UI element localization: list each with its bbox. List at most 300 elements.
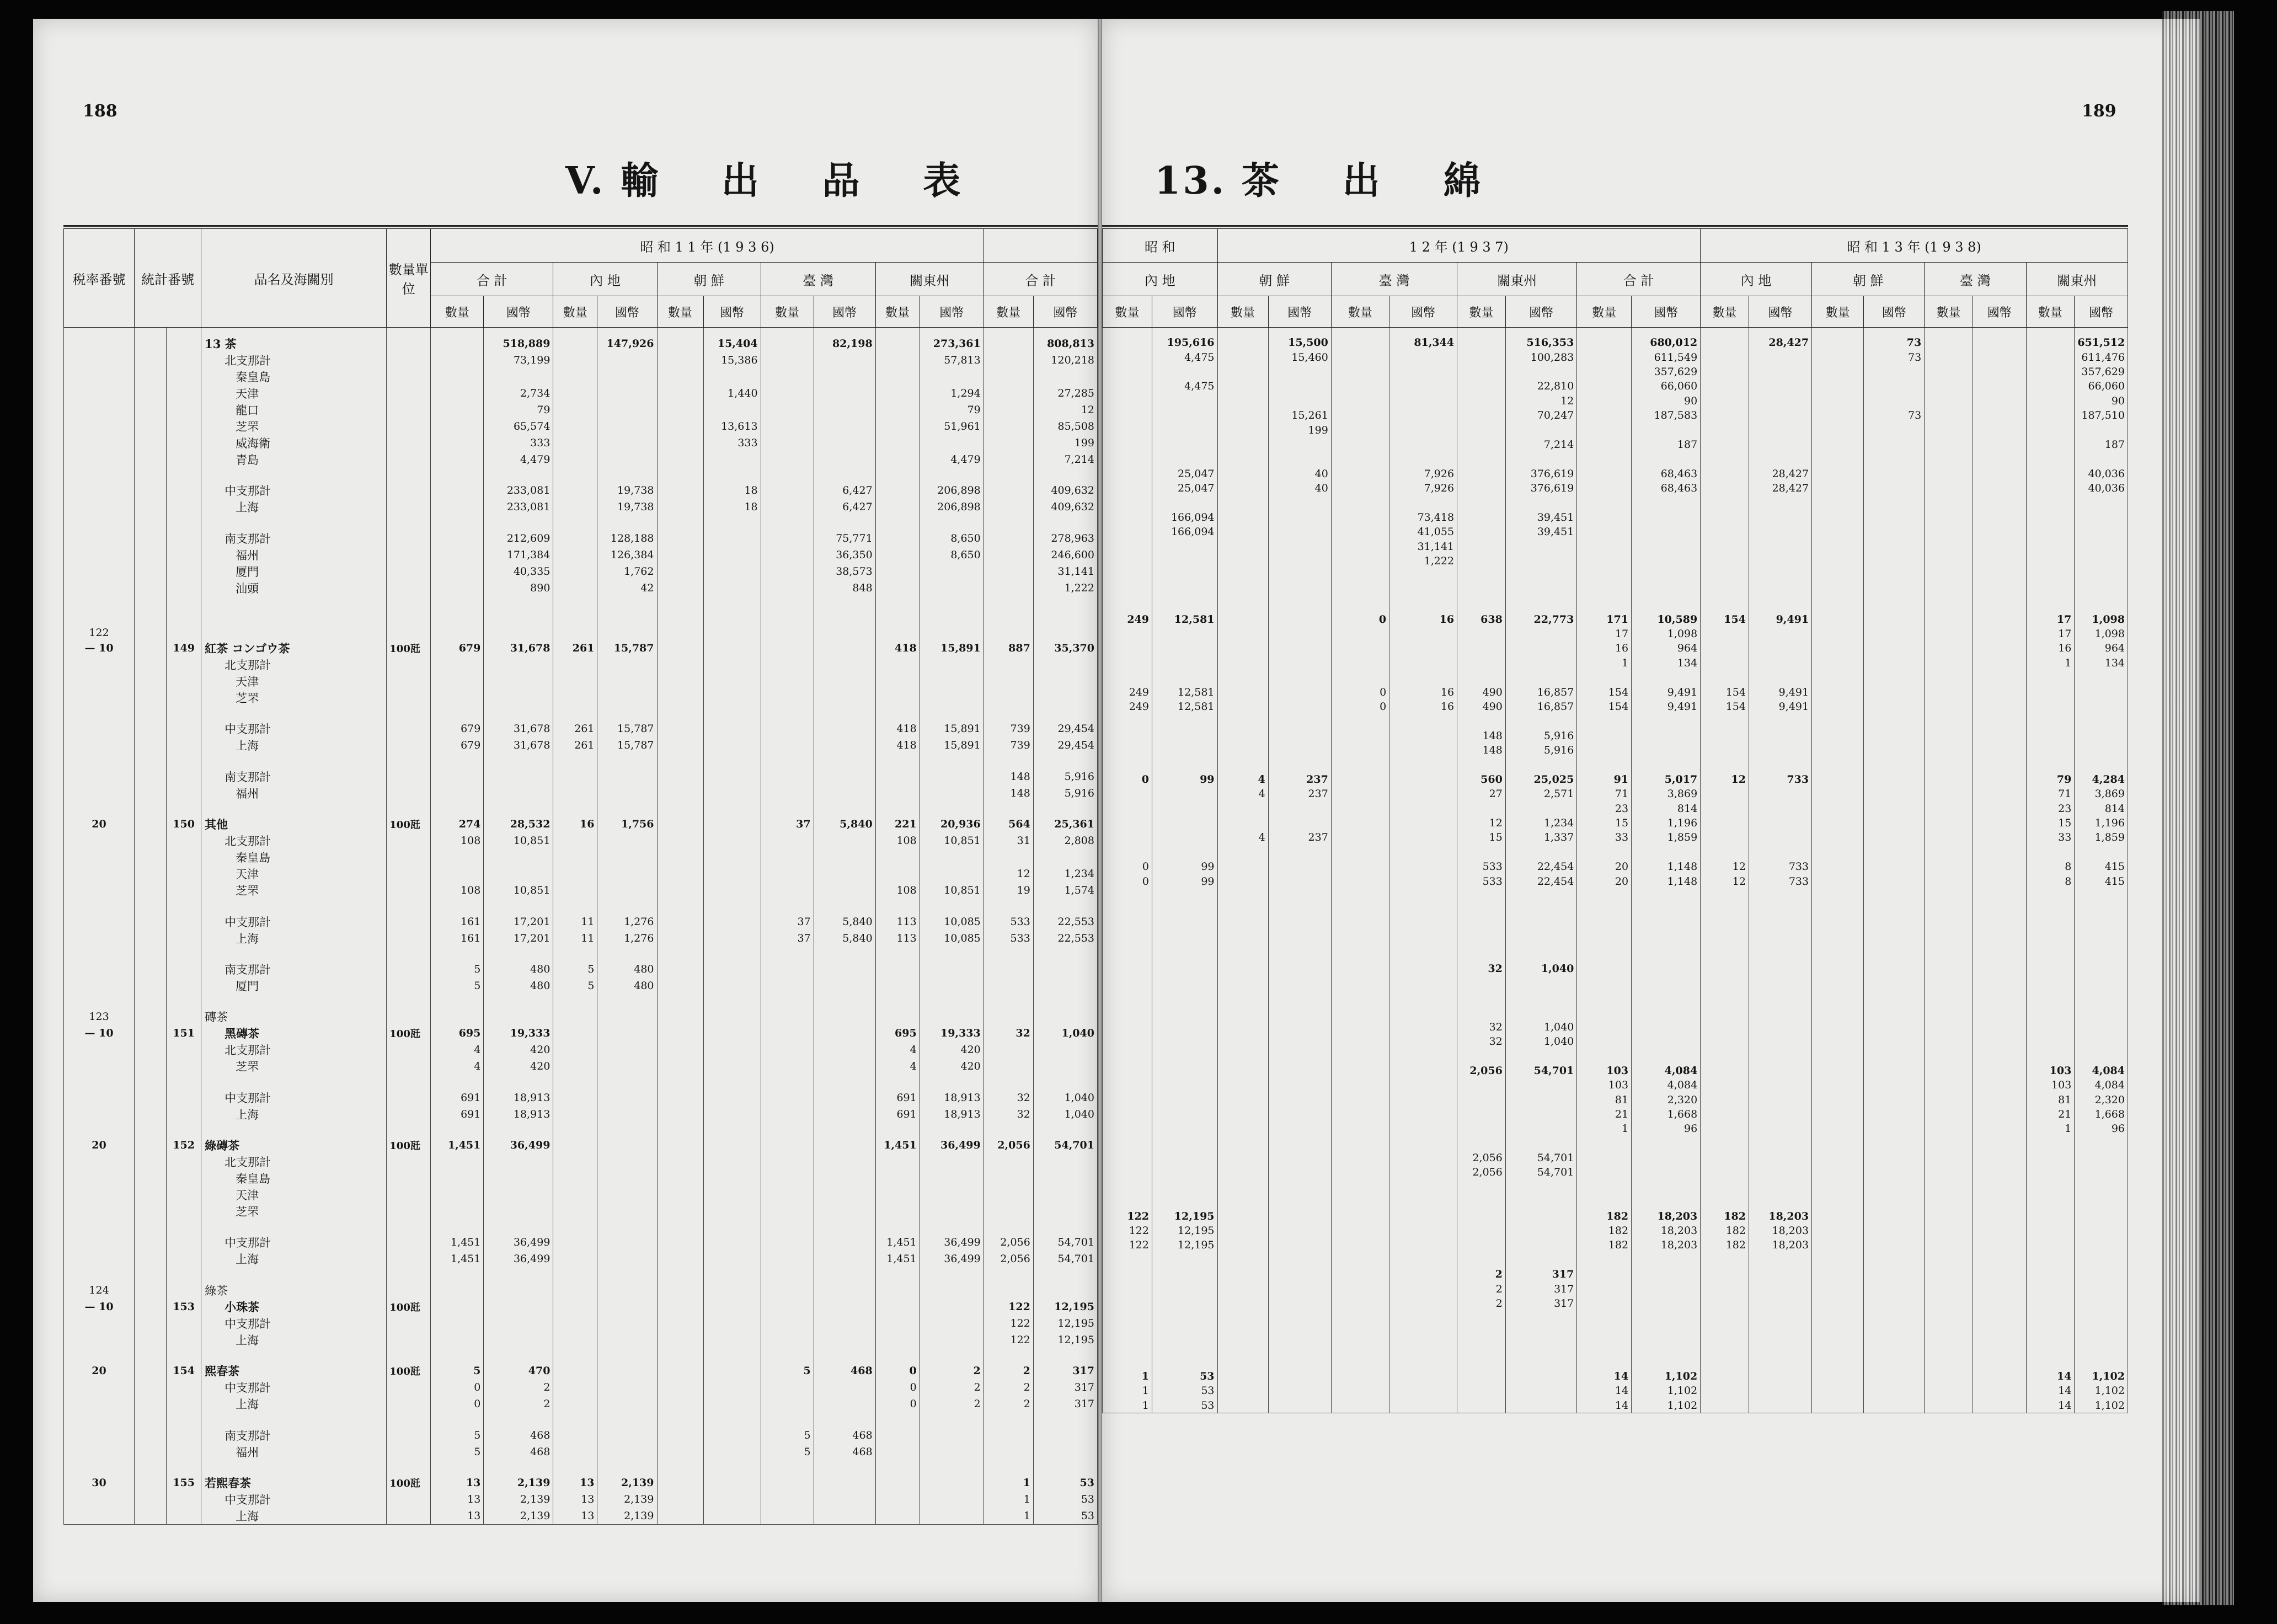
quantity-cell	[431, 352, 484, 368]
value-cell: 1,234	[1505, 816, 1576, 830]
value-cell	[1268, 1078, 1331, 1092]
spacer-cell	[167, 899, 201, 913]
value-cell	[1152, 1194, 1217, 1209]
quantity-cell	[984, 961, 1033, 977]
stat-no-cell	[167, 626, 201, 640]
quantity-cell: 103	[1577, 1078, 1632, 1092]
value-cell	[1864, 874, 1925, 888]
quantity-cell	[431, 656, 484, 673]
value-cell	[1505, 597, 1576, 612]
tax-no-cell	[64, 418, 135, 435]
quantity-cell	[2026, 437, 2075, 452]
quantity-cell	[1812, 976, 1864, 990]
value-cell: 199	[1268, 423, 1331, 437]
quantity-cell	[1577, 394, 1632, 408]
spacer-cell	[1925, 452, 1973, 466]
quantity-cell: 739	[984, 720, 1033, 737]
value-cell	[1864, 597, 1925, 612]
spacer-cell	[2026, 568, 2075, 583]
tax-no-cell	[64, 656, 135, 673]
value-cell: 15,386	[703, 352, 761, 368]
quantity-cell	[1103, 379, 1152, 393]
unit-cell	[387, 547, 431, 563]
spacer-cell	[1925, 583, 1973, 597]
quantity-cell	[1925, 1092, 1973, 1107]
spacer-cell	[64, 947, 135, 961]
value-cell: 120,218	[1033, 352, 1097, 368]
quantity-cell	[1103, 787, 1152, 801]
unit-cell	[387, 1396, 431, 1412]
spacer-cell	[814, 1460, 875, 1475]
spacer-cell	[135, 994, 167, 1008]
spacer-cell	[657, 1460, 703, 1475]
spacer-cell	[657, 1220, 703, 1234]
quantity-cell: 1	[1577, 1121, 1632, 1136]
quantity-cell	[553, 1170, 597, 1187]
quantity-cell	[761, 866, 814, 882]
value-cell	[1973, 1296, 2026, 1311]
spacer-cell	[1103, 495, 1152, 510]
item-name-cell: 厦門	[201, 563, 387, 580]
quantity-cell	[553, 547, 597, 563]
spacer-cell	[875, 515, 920, 530]
spacer-cell	[1505, 583, 1576, 597]
spacer-cell	[1701, 757, 1749, 772]
quantity-cell	[875, 385, 920, 402]
spacer-cell	[1701, 1180, 1749, 1194]
value-cell	[703, 402, 761, 418]
value-cell: 733	[1749, 859, 1811, 874]
quantity-cell	[1331, 1224, 1389, 1238]
value-cell	[1864, 1224, 1925, 1238]
table-row	[1103, 903, 2128, 917]
value-cell	[484, 866, 553, 882]
quantity-cell: 71	[1577, 787, 1632, 801]
value-cell	[1505, 365, 1576, 379]
spacer-cell	[1632, 845, 1701, 859]
quantity-cell: 1,451	[875, 1137, 920, 1153]
quantity-cell	[431, 499, 484, 515]
value-cell	[1973, 787, 2026, 801]
spacer-cell	[761, 1123, 814, 1137]
spacer-cell	[1701, 1253, 1749, 1267]
value-cell	[1268, 947, 1331, 961]
spacer-cell	[814, 1412, 875, 1427]
spacer-cell	[201, 994, 387, 1008]
quantity-cell	[1812, 1296, 1864, 1311]
value-cell: 409,632	[1033, 499, 1097, 515]
value-cell	[1973, 947, 2026, 961]
quantity-cell	[1812, 641, 1864, 655]
spacer-cell	[920, 596, 984, 611]
spacer-cell	[920, 899, 984, 913]
stat-dash-cell	[135, 977, 167, 994]
stat-dash-cell	[135, 1025, 167, 1041]
value-cell: 53	[1033, 1508, 1097, 1525]
spacer-cell	[814, 611, 875, 625]
value-cell: 96	[2075, 1121, 2128, 1136]
quantity-cell	[1217, 1121, 1268, 1136]
quantity-cell	[1103, 1326, 1152, 1340]
stat-dash-cell	[135, 1089, 167, 1106]
stat-no-cell	[167, 882, 201, 899]
quantity-cell	[875, 1332, 920, 1348]
value-cell	[1632, 1151, 1701, 1165]
value-cell: 206,898	[920, 499, 984, 515]
quantity-cell	[1217, 991, 1268, 1005]
quantity-cell	[1812, 437, 1864, 452]
quantity-cell	[1577, 467, 1632, 481]
spacer-cell	[597, 706, 657, 720]
value-cell: 2,320	[2075, 1092, 2128, 1107]
value-cell: 68,463	[1632, 467, 1701, 481]
value-cell	[1749, 641, 1811, 655]
quantity-cell	[1103, 328, 1152, 350]
value-cell	[1632, 554, 1701, 568]
quantity-cell	[1103, 365, 1152, 379]
value-cell	[484, 656, 553, 673]
value-cell	[1505, 656, 1576, 670]
quantity-cell	[1217, 802, 1268, 816]
spacer-cell	[1152, 568, 1217, 583]
quantity-cell	[1701, 467, 1749, 481]
quantity-cell	[761, 1008, 814, 1025]
quantity-cell	[1925, 1151, 1973, 1165]
spacer-cell	[1103, 845, 1152, 859]
spacer-cell	[703, 596, 761, 611]
stat-dash-cell	[135, 580, 167, 596]
value-cell	[814, 451, 875, 468]
quantity-cell	[984, 435, 1033, 451]
value-cell	[597, 1396, 657, 1412]
spacer-cell	[657, 899, 703, 913]
table-row	[64, 611, 1098, 625]
value-cell	[1749, 947, 1811, 961]
item-name-cell: 芝罘	[201, 1058, 387, 1075]
stat-no-cell	[167, 1187, 201, 1203]
header-val: 國幣	[814, 296, 875, 328]
quantity-cell	[1577, 961, 1632, 976]
spacer-cell	[2075, 1253, 2128, 1267]
value-cell	[484, 1153, 553, 1170]
value-cell	[1152, 1340, 1217, 1354]
quantity-cell	[1103, 1064, 1152, 1078]
spacer-cell	[597, 1460, 657, 1475]
spacer-cell	[387, 611, 431, 625]
value-cell: 317	[1505, 1267, 1576, 1281]
quantity-cell	[553, 1427, 597, 1444]
value-cell: 12,195	[1152, 1238, 1217, 1252]
value-cell	[1864, 961, 1925, 976]
spacer-cell	[64, 754, 135, 768]
stat-dash-cell	[135, 930, 167, 947]
spacer-cell	[1505, 1049, 1576, 1063]
spacer-cell	[1812, 1253, 1864, 1267]
value-cell: 128,188	[597, 530, 657, 547]
spacer-cell	[553, 596, 597, 611]
quantity-cell: 13	[553, 1491, 597, 1508]
quantity-cell	[431, 673, 484, 690]
table-row	[1103, 379, 2128, 393]
quantity-cell	[1701, 423, 1749, 437]
spacer-cell	[1268, 889, 1331, 903]
spacer-cell	[553, 1460, 597, 1475]
value-cell: 2,734	[484, 385, 553, 402]
value-cell: 808,813	[1033, 328, 1097, 352]
tax-no-cell	[64, 1106, 135, 1123]
value-cell	[920, 1332, 984, 1348]
spacer-cell	[1577, 845, 1632, 859]
quantity-cell: 0	[1103, 772, 1152, 787]
spacer-cell	[1268, 452, 1331, 466]
stat-no-cell	[167, 1508, 201, 1525]
value-cell	[597, 1427, 657, 1444]
quantity-cell	[1331, 481, 1389, 495]
quantity-cell	[553, 626, 597, 640]
value-cell: 53	[1033, 1475, 1097, 1491]
spacer-cell	[167, 802, 201, 816]
table-row	[64, 754, 1098, 768]
quantity-cell	[1701, 743, 1749, 757]
value-cell	[1749, 1383, 1811, 1398]
value-cell	[1973, 1092, 2026, 1107]
unit-cell	[387, 482, 431, 499]
value-cell: 848	[814, 580, 875, 596]
quantity-cell	[984, 482, 1033, 499]
value-cell	[1268, 612, 1331, 626]
quantity-cell	[1812, 365, 1864, 379]
quantity-cell	[984, 368, 1033, 385]
quantity-cell: 122	[984, 1299, 1033, 1315]
table-row	[64, 402, 1098, 418]
quantity-cell	[1812, 1209, 1864, 1223]
value-cell	[2075, 554, 2128, 568]
value-cell: 733	[1749, 874, 1811, 888]
tax-no-cell	[64, 530, 135, 547]
header-val: 國幣	[1152, 296, 1217, 328]
spacer-cell	[484, 1460, 553, 1475]
spacer-cell	[1749, 568, 1811, 583]
value-cell	[814, 402, 875, 418]
value-cell	[484, 1299, 553, 1315]
value-cell: 12,581	[1152, 699, 1217, 714]
value-cell	[1389, 743, 1457, 757]
quantity-cell	[761, 961, 814, 977]
value-cell	[1864, 918, 1925, 932]
value-cell	[1749, 1326, 1811, 1340]
table-row	[64, 596, 1098, 611]
quantity-cell: 182	[1701, 1224, 1749, 1238]
table-row	[1103, 1151, 2128, 1165]
quantity-cell	[1103, 830, 1152, 845]
spacer-cell	[1925, 1005, 1973, 1019]
spacer-cell	[64, 1348, 135, 1363]
quantity-cell	[1925, 612, 1973, 626]
table-row	[64, 977, 1098, 994]
quantity-cell	[1925, 802, 1973, 816]
unit-cell: 100瓩	[387, 1137, 431, 1153]
spacer-cell	[2026, 845, 2075, 859]
spacer-cell	[920, 1123, 984, 1137]
quantity-cell	[2026, 1296, 2075, 1311]
value-cell	[1268, 379, 1331, 393]
spacer-cell	[1577, 714, 1632, 728]
quantity-cell: 16	[1577, 641, 1632, 655]
value-cell: 1,148	[1632, 874, 1701, 888]
value-cell	[597, 368, 657, 385]
value-cell	[1749, 627, 1811, 641]
unit-cell	[387, 530, 431, 547]
spacer-cell	[387, 802, 431, 816]
spacer-cell	[201, 596, 387, 611]
value-cell	[1268, 1121, 1331, 1136]
quantity-cell	[1331, 394, 1389, 408]
value-cell	[1505, 976, 1576, 990]
value-cell: 54,701	[1033, 1234, 1097, 1251]
quantity-cell	[1457, 976, 1506, 990]
spacer-cell	[703, 515, 761, 530]
quantity-cell	[984, 626, 1033, 640]
quantity-cell	[1103, 961, 1152, 976]
table-row	[1103, 1194, 2128, 1209]
spacer-cell	[1457, 670, 1506, 685]
spacer-cell	[1268, 495, 1331, 510]
quantity-cell	[984, 547, 1033, 563]
quantity-cell	[431, 768, 484, 785]
quantity-cell: 12	[1701, 772, 1749, 787]
stat-no-cell	[167, 690, 201, 706]
quantity-cell	[1103, 802, 1152, 816]
spacer-cell	[1632, 932, 1701, 947]
spacer-cell	[1152, 1354, 1217, 1369]
quantity-cell	[1925, 467, 1973, 481]
table-row	[64, 1332, 1098, 1348]
value-cell	[1268, 874, 1331, 888]
value-cell	[1389, 918, 1457, 932]
spacer-cell	[387, 754, 431, 768]
value-cell: 2	[484, 1396, 553, 1412]
spacer-cell	[387, 515, 431, 530]
value-cell	[920, 866, 984, 882]
quantity-cell	[875, 1299, 920, 1315]
quantity-cell	[761, 1041, 814, 1058]
quantity-cell	[657, 1363, 703, 1379]
spacer-cell	[1812, 1049, 1864, 1063]
quantity-cell	[657, 385, 703, 402]
stat-dash-cell	[135, 547, 167, 563]
item-name-cell: 秦皇島	[201, 368, 387, 385]
spacer-cell	[1973, 495, 2026, 510]
value-cell	[703, 1234, 761, 1251]
spacer-cell	[1701, 495, 1749, 510]
value-cell: 85,508	[1033, 418, 1097, 435]
value-cell	[703, 1444, 761, 1460]
value-cell	[1632, 597, 1701, 612]
value-cell: 1,276	[597, 930, 657, 947]
value-cell: 28,532	[484, 816, 553, 832]
spacer-cell	[2075, 1180, 2128, 1194]
spacer-cell	[657, 754, 703, 768]
spacer-cell	[1457, 845, 1506, 859]
spacer-cell	[1331, 670, 1389, 685]
value-cell	[1973, 467, 2026, 481]
value-cell	[1033, 977, 1097, 994]
spacer-cell	[387, 1075, 431, 1089]
quantity-cell	[1457, 1383, 1506, 1398]
value-cell: 134	[1632, 656, 1701, 670]
item-name-cell: 天津	[201, 866, 387, 882]
spacer-cell	[875, 706, 920, 720]
quantity-cell	[1812, 656, 1864, 670]
quantity-cell	[1925, 1398, 1973, 1413]
stat-no-cell	[167, 913, 201, 930]
stat-no-cell	[167, 418, 201, 435]
spacer-cell	[553, 611, 597, 625]
quantity-cell	[1331, 859, 1389, 874]
value-cell	[814, 1058, 875, 1075]
spacer-cell	[1864, 1253, 1925, 1267]
value-cell: 964	[1632, 641, 1701, 655]
value-cell: 278,963	[1033, 530, 1097, 547]
spacer-cell	[1812, 1005, 1864, 1019]
spacer-cell	[814, 754, 875, 768]
quantity-cell	[657, 1475, 703, 1491]
value-cell	[1152, 627, 1217, 641]
unit-cell	[387, 720, 431, 737]
value-cell	[920, 626, 984, 640]
spacer-cell	[1033, 515, 1097, 530]
table-row	[1103, 670, 2128, 685]
spacer-cell	[1103, 1180, 1152, 1194]
unit-cell	[387, 435, 431, 451]
value-cell	[703, 1282, 761, 1299]
quantity-cell	[657, 930, 703, 947]
value-cell	[1389, 772, 1457, 787]
spacer-cell	[431, 754, 484, 768]
spacer-cell	[1749, 1253, 1811, 1267]
tax-no-cell	[64, 882, 135, 899]
spacer-cell	[1577, 1136, 1632, 1150]
quantity-cell: 418	[875, 720, 920, 737]
quantity-cell	[875, 328, 920, 352]
value-cell: 31,678	[484, 720, 553, 737]
spacer-cell	[387, 1348, 431, 1363]
quantity-cell: 691	[875, 1106, 920, 1123]
value-cell	[1152, 408, 1217, 423]
table-row	[1103, 350, 2128, 364]
spacer-cell	[920, 947, 984, 961]
value-cell	[920, 1491, 984, 1508]
table-row	[1103, 1180, 2128, 1194]
quantity-cell	[2026, 1019, 2075, 1034]
quantity-cell	[875, 1427, 920, 1444]
spacer-cell	[64, 899, 135, 913]
spacer-cell	[167, 994, 201, 1008]
stat-dash-cell	[135, 882, 167, 899]
value-cell: 73,418	[1389, 510, 1457, 525]
value-cell	[1749, 1398, 1811, 1413]
spacer-cell	[1331, 932, 1389, 947]
quantity-cell	[1812, 1034, 1864, 1049]
quantity-cell	[1217, 1165, 1268, 1179]
spacer-cell	[814, 1348, 875, 1363]
spacer-cell	[2026, 889, 2075, 903]
value-cell	[1973, 918, 2026, 932]
value-cell	[920, 1299, 984, 1315]
spacer-cell	[64, 1460, 135, 1475]
quantity-cell: 490	[1457, 699, 1506, 714]
quantity-cell	[1577, 525, 1632, 539]
